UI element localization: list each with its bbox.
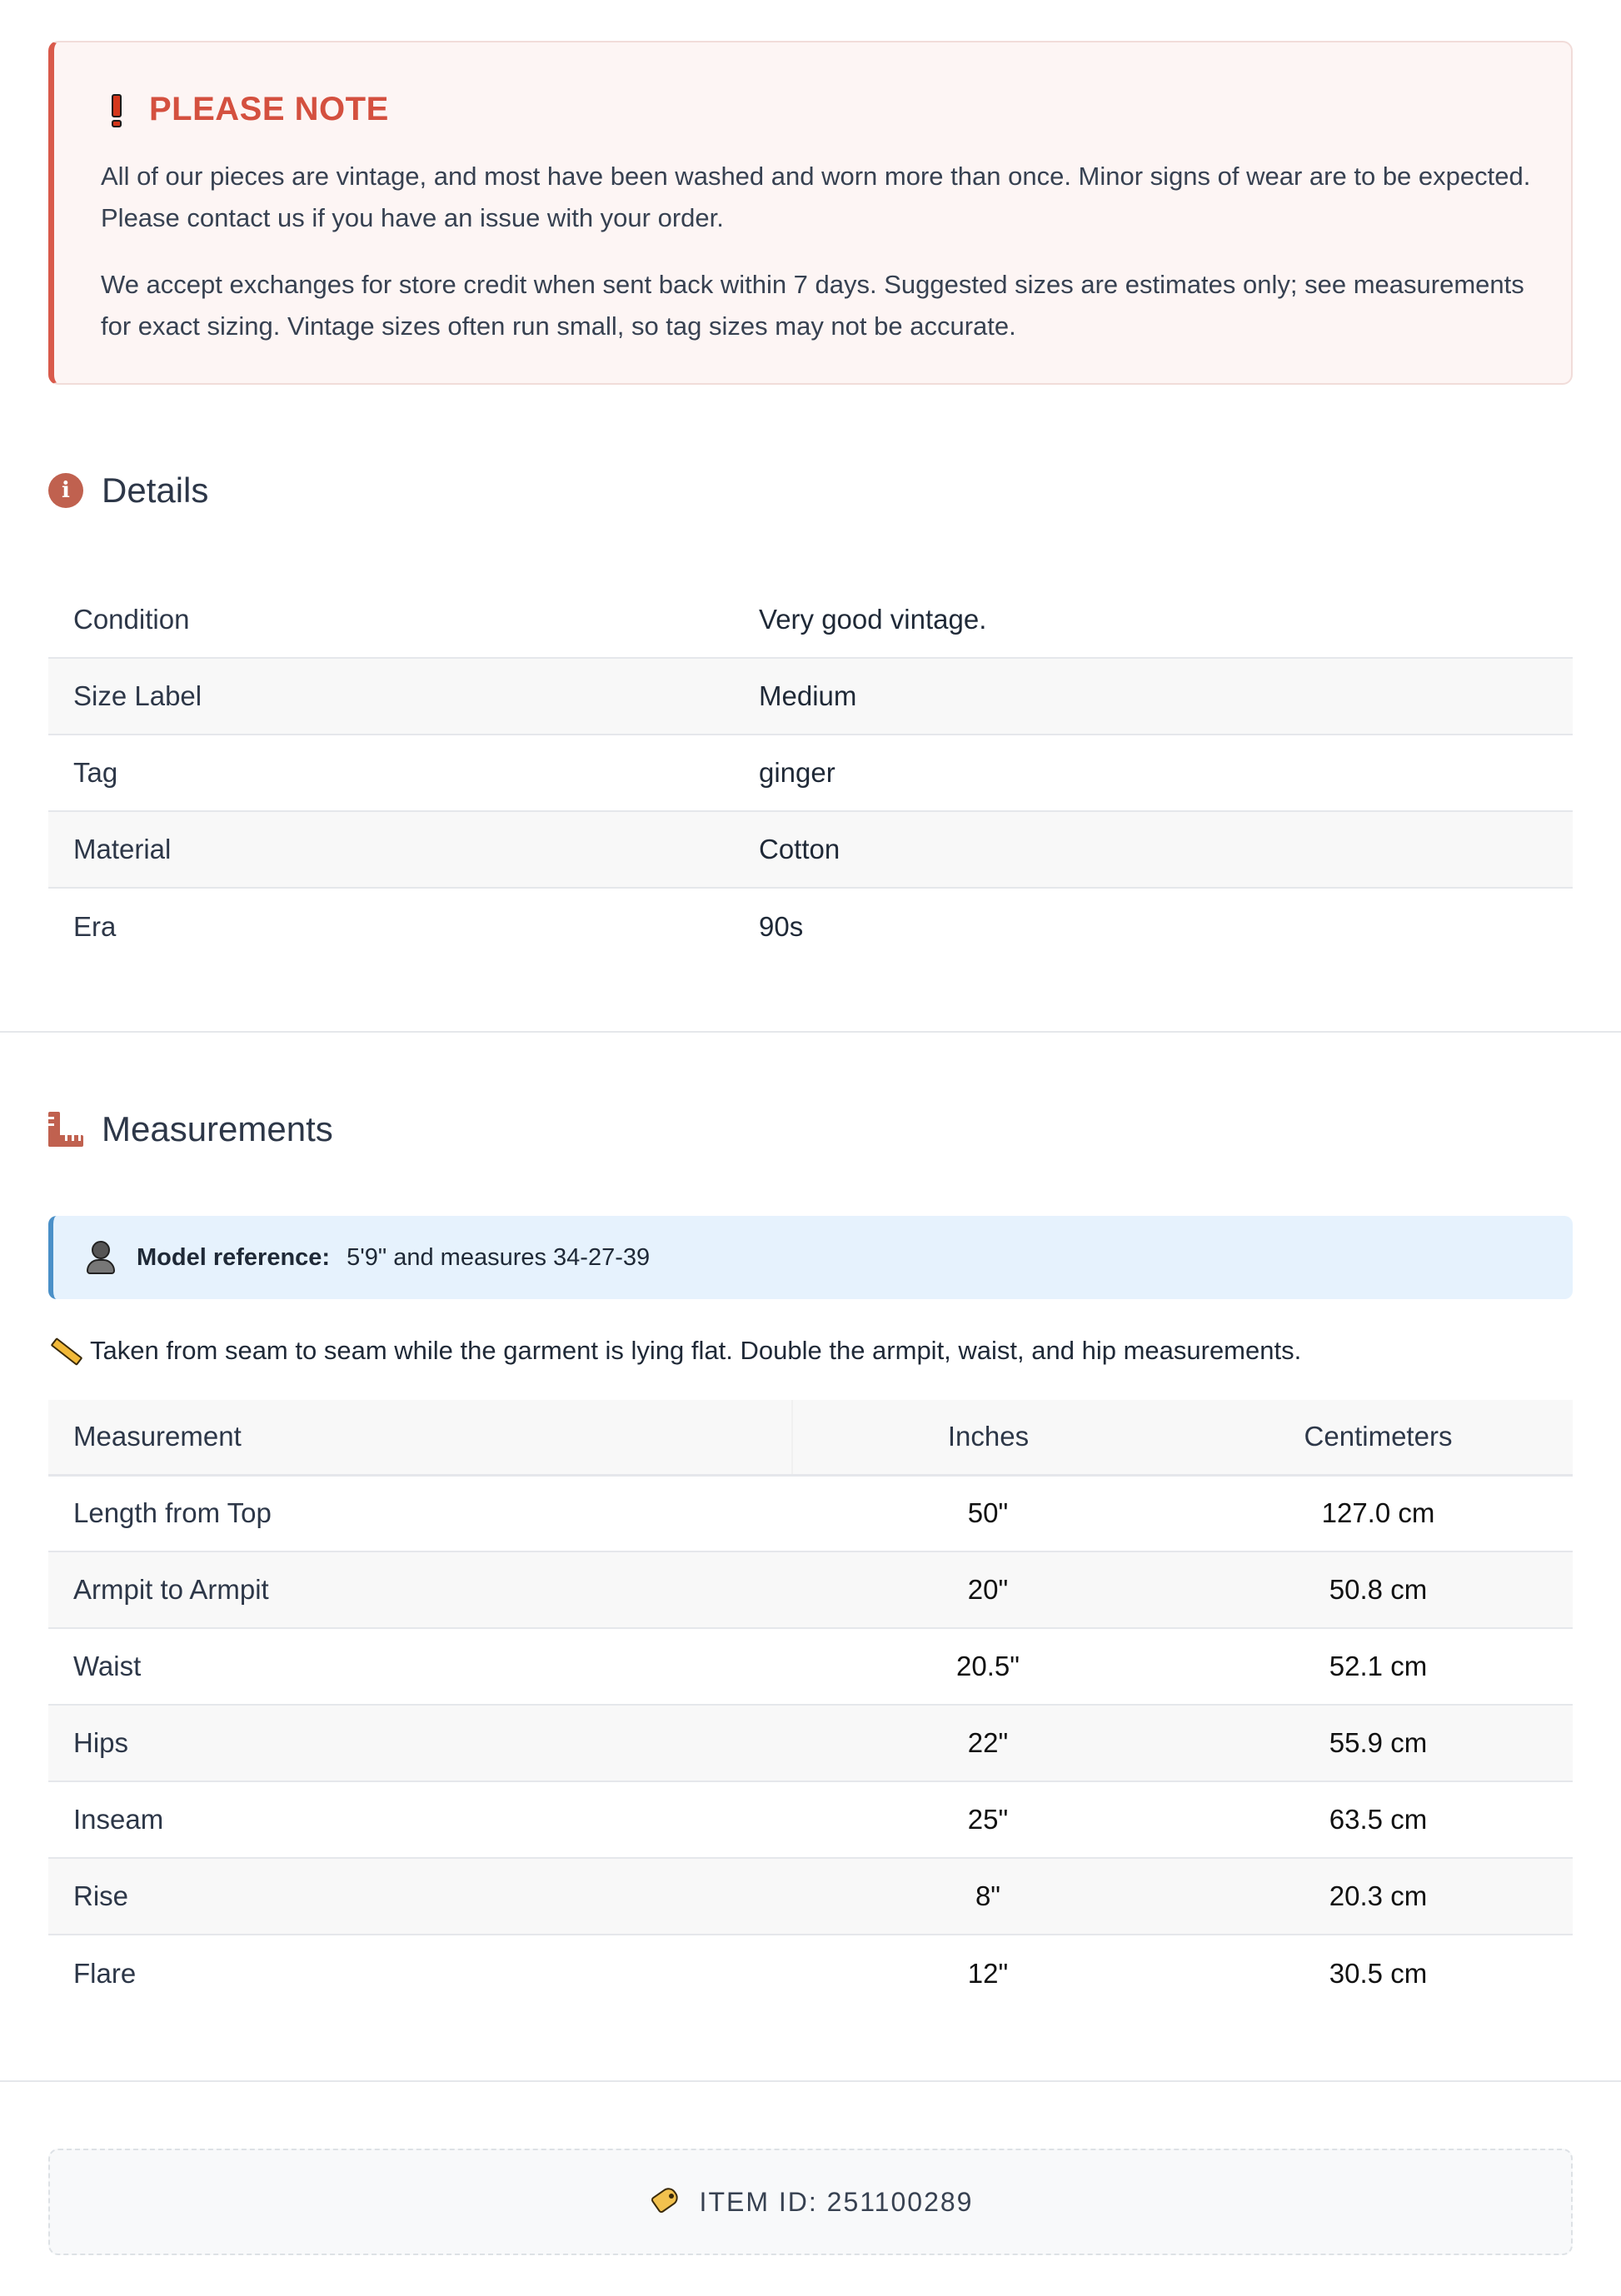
measurement-cm: 127.0 cm [1184,1475,1573,1551]
measurement-name: Hips [48,1705,792,1781]
table-row [48,1705,1573,1781]
detail-value: Cotton [734,811,1573,888]
model-reference-label: Model reference: [137,1243,331,1271]
table-row [48,1628,1573,1705]
section-divider [0,1031,1621,1033]
ruler-icon [48,1112,83,1147]
model-reference-banner [48,1216,1573,1299]
measurement-name: Waist [48,1628,792,1705]
section-divider [0,2080,1621,2082]
detail-value: ginger [734,735,1573,811]
pencil-icon [48,1335,80,1367]
measurement-name: Armpit to Armpit [48,1551,792,1628]
table-row [48,1781,1573,1858]
measurement-name: Inseam [48,1781,792,1858]
measurement-inches: 20.5" [792,1628,1184,1705]
detail-label: Condition [48,581,734,658]
measurement-note [48,1335,1301,1367]
measurement-name: Flare [73,1957,137,1989]
column-header-measurement: Measurement [48,1400,792,1475]
detail-value: Medium [734,658,1573,735]
detail-label: Size Label [48,658,734,735]
info-icon: i [48,473,83,508]
detail-label: Era [73,910,117,942]
measurement-inches: 50" [792,1475,1184,1551]
measurement-cm: 20.3 cm [1184,1858,1573,1935]
measurement-inches: 20" [792,1551,1184,1628]
measurement-name: Rise [48,1858,792,1935]
notice-paragraph-1: All of our pieces are vintage, and most have been washed and worn more than once. Minor signs of wear are to be expected. Please contact us if you have an issue with your order. [101,162,1531,232]
measurements-title: Measurements [102,1109,333,1148]
measurement-inches: 8" [792,1858,1184,1935]
detail-value: Very good vintage. [734,581,1573,658]
table-row [48,1475,1573,1551]
detail-value: 90s [759,910,804,942]
measurement-inches: 22" [792,1705,1184,1781]
table-row [48,1858,1573,1935]
model-reference-value: 5'9" and measures 34-27-39 [347,1243,651,1271]
measurement-cm: 55.9 cm [1184,1705,1573,1781]
measurement-cm: 30.5 cm [1329,1957,1428,1989]
table-row [48,1551,1573,1628]
notice-box [48,41,1573,385]
table-row [48,811,1573,888]
table-row [48,735,1573,811]
column-header-centimeters: Centimeters [1184,1400,1573,1475]
measurement-name: Length from Top [48,1475,792,1551]
exclamation-icon [104,91,129,127]
notice-title: PLEASE NOTE [149,90,389,127]
measurement-inches: 25" [792,1781,1184,1858]
measurement-inches: 12" [967,1957,1009,1989]
notice-header [101,84,1571,134]
measurement-cm: 63.5 cm [1184,1781,1573,1858]
notice-paragraph-2: We accept exchanges for store credit when sent back within 7 days. Suggested sizes are estimates only; see measurements for exact sizing. Vintage sizes often run small, so tag sizes may not be accurate. [101,270,1524,341]
detail-label: Tag [48,735,734,811]
table-row [48,888,1573,964]
details-table [48,581,1573,964]
table-row [48,1935,1573,2011]
item-id-box [48,2149,1573,2255]
detail-label: Material [48,811,734,888]
measurement-cm: 52.1 cm [1184,1628,1573,1705]
tag-icon [648,2185,681,2219]
table-header-row [48,1400,1573,1475]
measurement-cm: 50.8 cm [1184,1551,1573,1628]
table-row [48,658,1573,735]
measurement-note-text: Taken from seam to seam while the garment is lying flat. Double the armpit, waist, and hip measurements. [90,1336,1302,1365]
measurements-table [48,1400,1573,2011]
measurements-header [48,1109,333,1149]
details-header [48,471,208,510]
table-row [48,581,1573,658]
item-id-text: ITEM ID: 251100289 [699,2186,974,2217]
person-icon [85,1241,115,1274]
details-title: Details [102,471,209,510]
column-header-inches: Inches [792,1400,1184,1475]
